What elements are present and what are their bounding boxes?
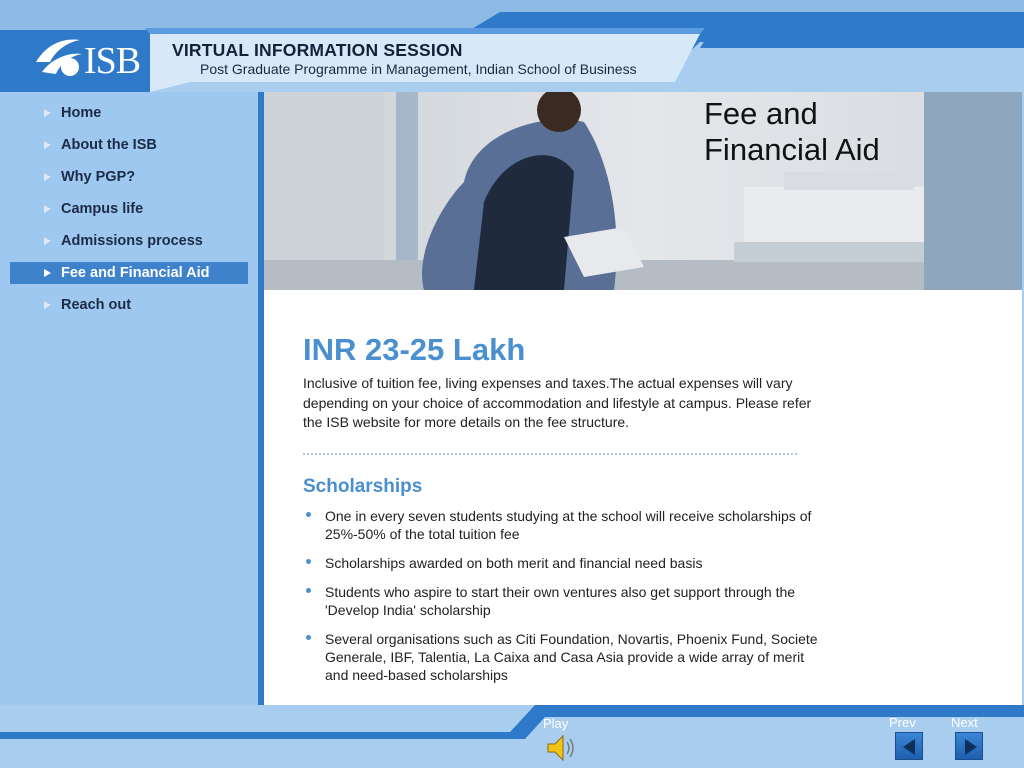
header <box>0 0 1024 92</box>
hero-title-line1: Fee and <box>704 96 818 131</box>
sidebar-item-label: Fee and Financial Aid <box>61 265 210 281</box>
sidebar-nav <box>10 102 248 326</box>
speaker-icon[interactable] <box>545 732 579 764</box>
hero-banner <box>264 92 1022 290</box>
sidebar-item-admissions[interactable] <box>10 230 248 252</box>
scholarships-heading: Scholarships <box>303 476 423 497</box>
content-panel <box>264 92 1022 732</box>
next-button[interactable] <box>955 732 983 760</box>
sidebar-item-label: Why PGP? <box>61 169 136 185</box>
hero-title <box>704 96 880 168</box>
sidebar-item-label: Home <box>61 105 102 121</box>
triangle-right-icon <box>44 205 51 213</box>
sidebar-item-label: Campus life <box>61 201 144 217</box>
list-item: Scholarships awarded on both merit and financial need basis <box>303 554 823 572</box>
triangle-right-icon <box>44 173 51 181</box>
triangle-right-icon <box>44 301 51 309</box>
triangle-right-icon <box>44 269 51 277</box>
footer-bar <box>0 705 1024 768</box>
right-arrow-icon <box>956 733 984 761</box>
scholarships-list <box>303 507 823 695</box>
session-subtitle: Post Graduate Programme in Management, Indian School of Business <box>200 61 637 77</box>
sidebar-item-home[interactable] <box>10 102 248 124</box>
next-label: Next <box>951 715 978 730</box>
sidebar <box>0 92 258 732</box>
header-background <box>0 0 1024 92</box>
sidebar-item-label: About the ISB <box>61 137 157 153</box>
sidebar-item-label: Admissions process <box>61 233 203 249</box>
prev-button[interactable] <box>895 732 923 760</box>
prev-label: Prev <box>889 715 916 730</box>
sidebar-item-reach-out[interactable] <box>10 294 248 316</box>
hero-title-line2: Financial Aid <box>704 132 880 167</box>
list-item: Several organisations such as Citi Foundation, Novartis, Phoenix Fund, Societe Generale, IBF, Talentia, La Caixa and Casa Asia provide a wide array of merit and need-based scholarships <box>303 630 823 684</box>
sidebar-item-why-pgp[interactable] <box>10 166 248 188</box>
hero-photo <box>264 92 1022 290</box>
triangle-right-icon <box>44 237 51 245</box>
sidebar-item-campus-life[interactable] <box>10 198 248 220</box>
triangle-right-icon <box>44 141 51 149</box>
price-heading: INR 23-25 Lakh <box>303 332 526 367</box>
triangle-right-icon <box>44 109 51 117</box>
price-description: Inclusive of tuition fee, living expenses and taxes.The actual expenses will vary depending on your choice of accommodation and lifestyle at campus. Please refer the ISB website for more details on the fee structure. <box>303 375 812 430</box>
play-label: Play <box>543 716 569 731</box>
dotted-divider <box>303 453 797 455</box>
sidebar-item-about[interactable] <box>10 134 248 156</box>
logo-text: ISB <box>84 40 141 82</box>
list-item: One in every seven students studying at the school will receive scholarships of 25%-50% of the total tuition fee <box>303 507 823 543</box>
session-title: VIRTUAL INFORMATION SESSION <box>172 40 463 60</box>
left-arrow-icon <box>896 733 924 761</box>
list-item: Students who aspire to start their own ventures also get support through the 'Develop India' scholarship <box>303 583 823 619</box>
sidebar-item-label: Reach out <box>61 297 132 313</box>
sidebar-item-fee-financial-aid[interactable] <box>10 262 248 284</box>
